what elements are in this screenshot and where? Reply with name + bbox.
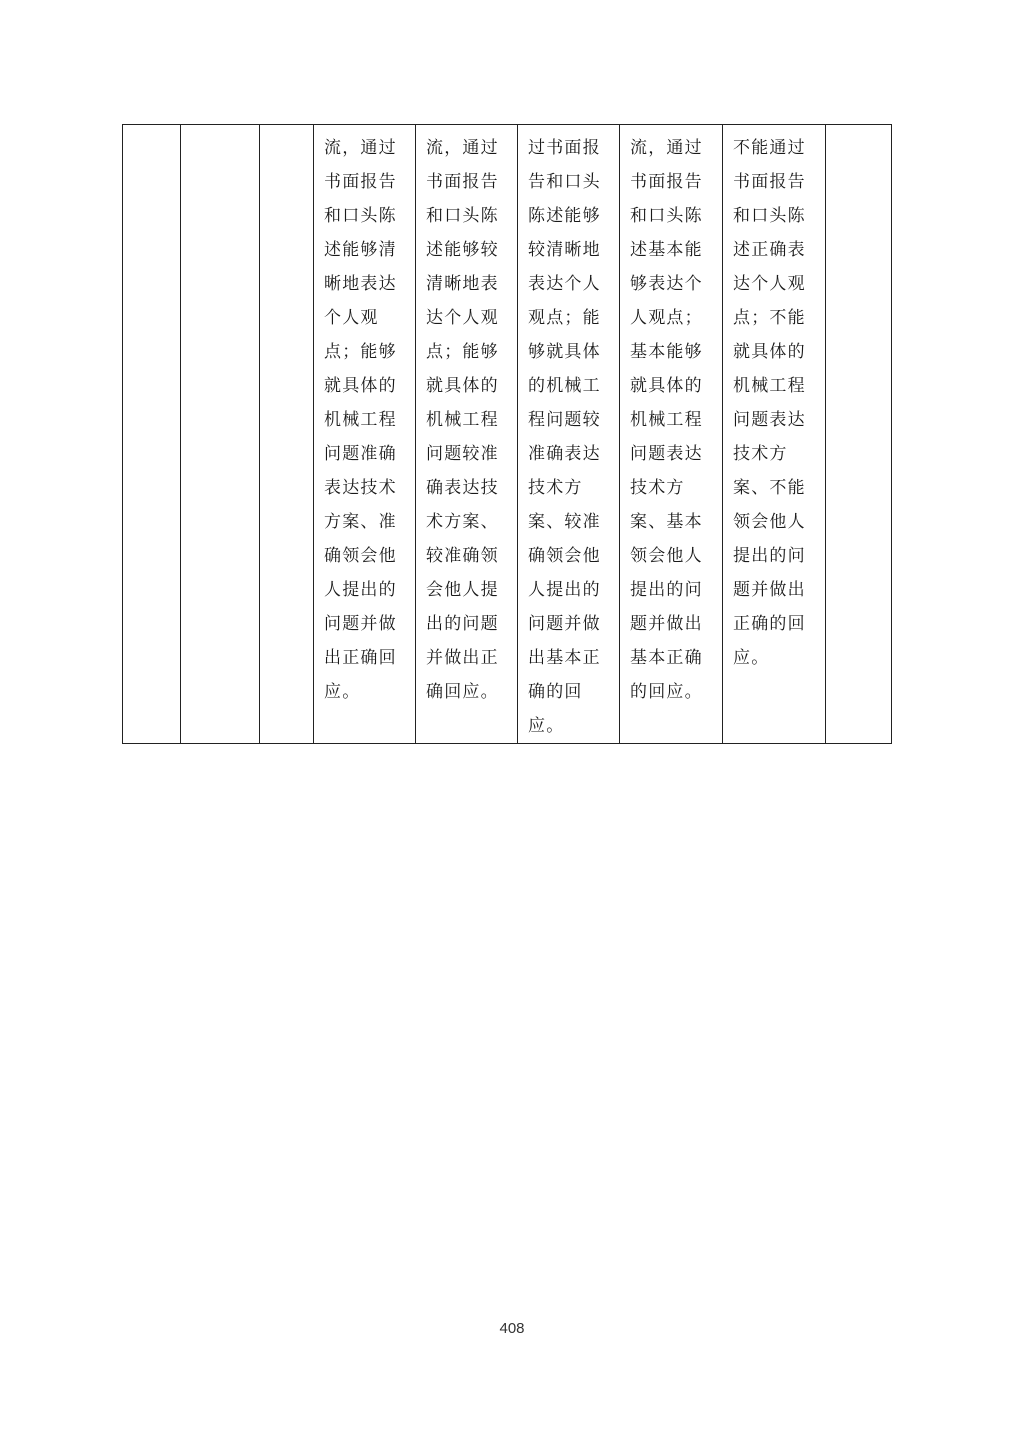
criteria-pass-cell [620,125,723,744]
criteria-medium-cell [518,125,620,744]
criteria-pass-text: 流，通过书面报告和口头陈述基本能够表达个人观点；基本能够就具体的机械工程问题表达技术方案、基本领会他人提出的问题并做出基本正确的回应。 [630,138,703,702]
table-row [123,125,892,744]
criteria-good-cell [416,125,518,744]
empty-cell-2 [181,125,260,744]
criteria-good-text: 流，通过书面报告和口头陈述能够较清晰地表达个人观点；能够就具体的机械工程问题较准确表达技术方案、较准确领会他人提出的问题并做出正确回应。 [426,138,499,702]
criteria-excellent-cell [314,125,416,744]
criteria-fail-cell [723,125,826,744]
empty-cell-3 [260,125,314,744]
criteria-medium-text: 过书面报告和口头陈述能够较清晰地表达个人观点；能够就具体的机械工程问题较准确表达技术方案、较准确领会他人提出的问题并做出基本正确的回应。 [528,138,601,736]
empty-cell-1 [123,125,181,744]
criteria-excellent-text: 流，通过书面报告和口头陈述能够清晰地表达个人观点；能够就具体的机械工程问题准确表达技术方案、准确领会他人提出的问题并做出正确回应。 [324,138,397,702]
page-number: 408 [499,1320,525,1337]
criteria-fail-text: 不能通过书面报告和口头陈述正确表达个人观点；不能就具体的机械工程问题表达技术方案、不能领会他人提出的问题并做出正确的回应。 [733,138,806,668]
rubric-table [122,124,892,744]
empty-cell-last [826,125,892,744]
